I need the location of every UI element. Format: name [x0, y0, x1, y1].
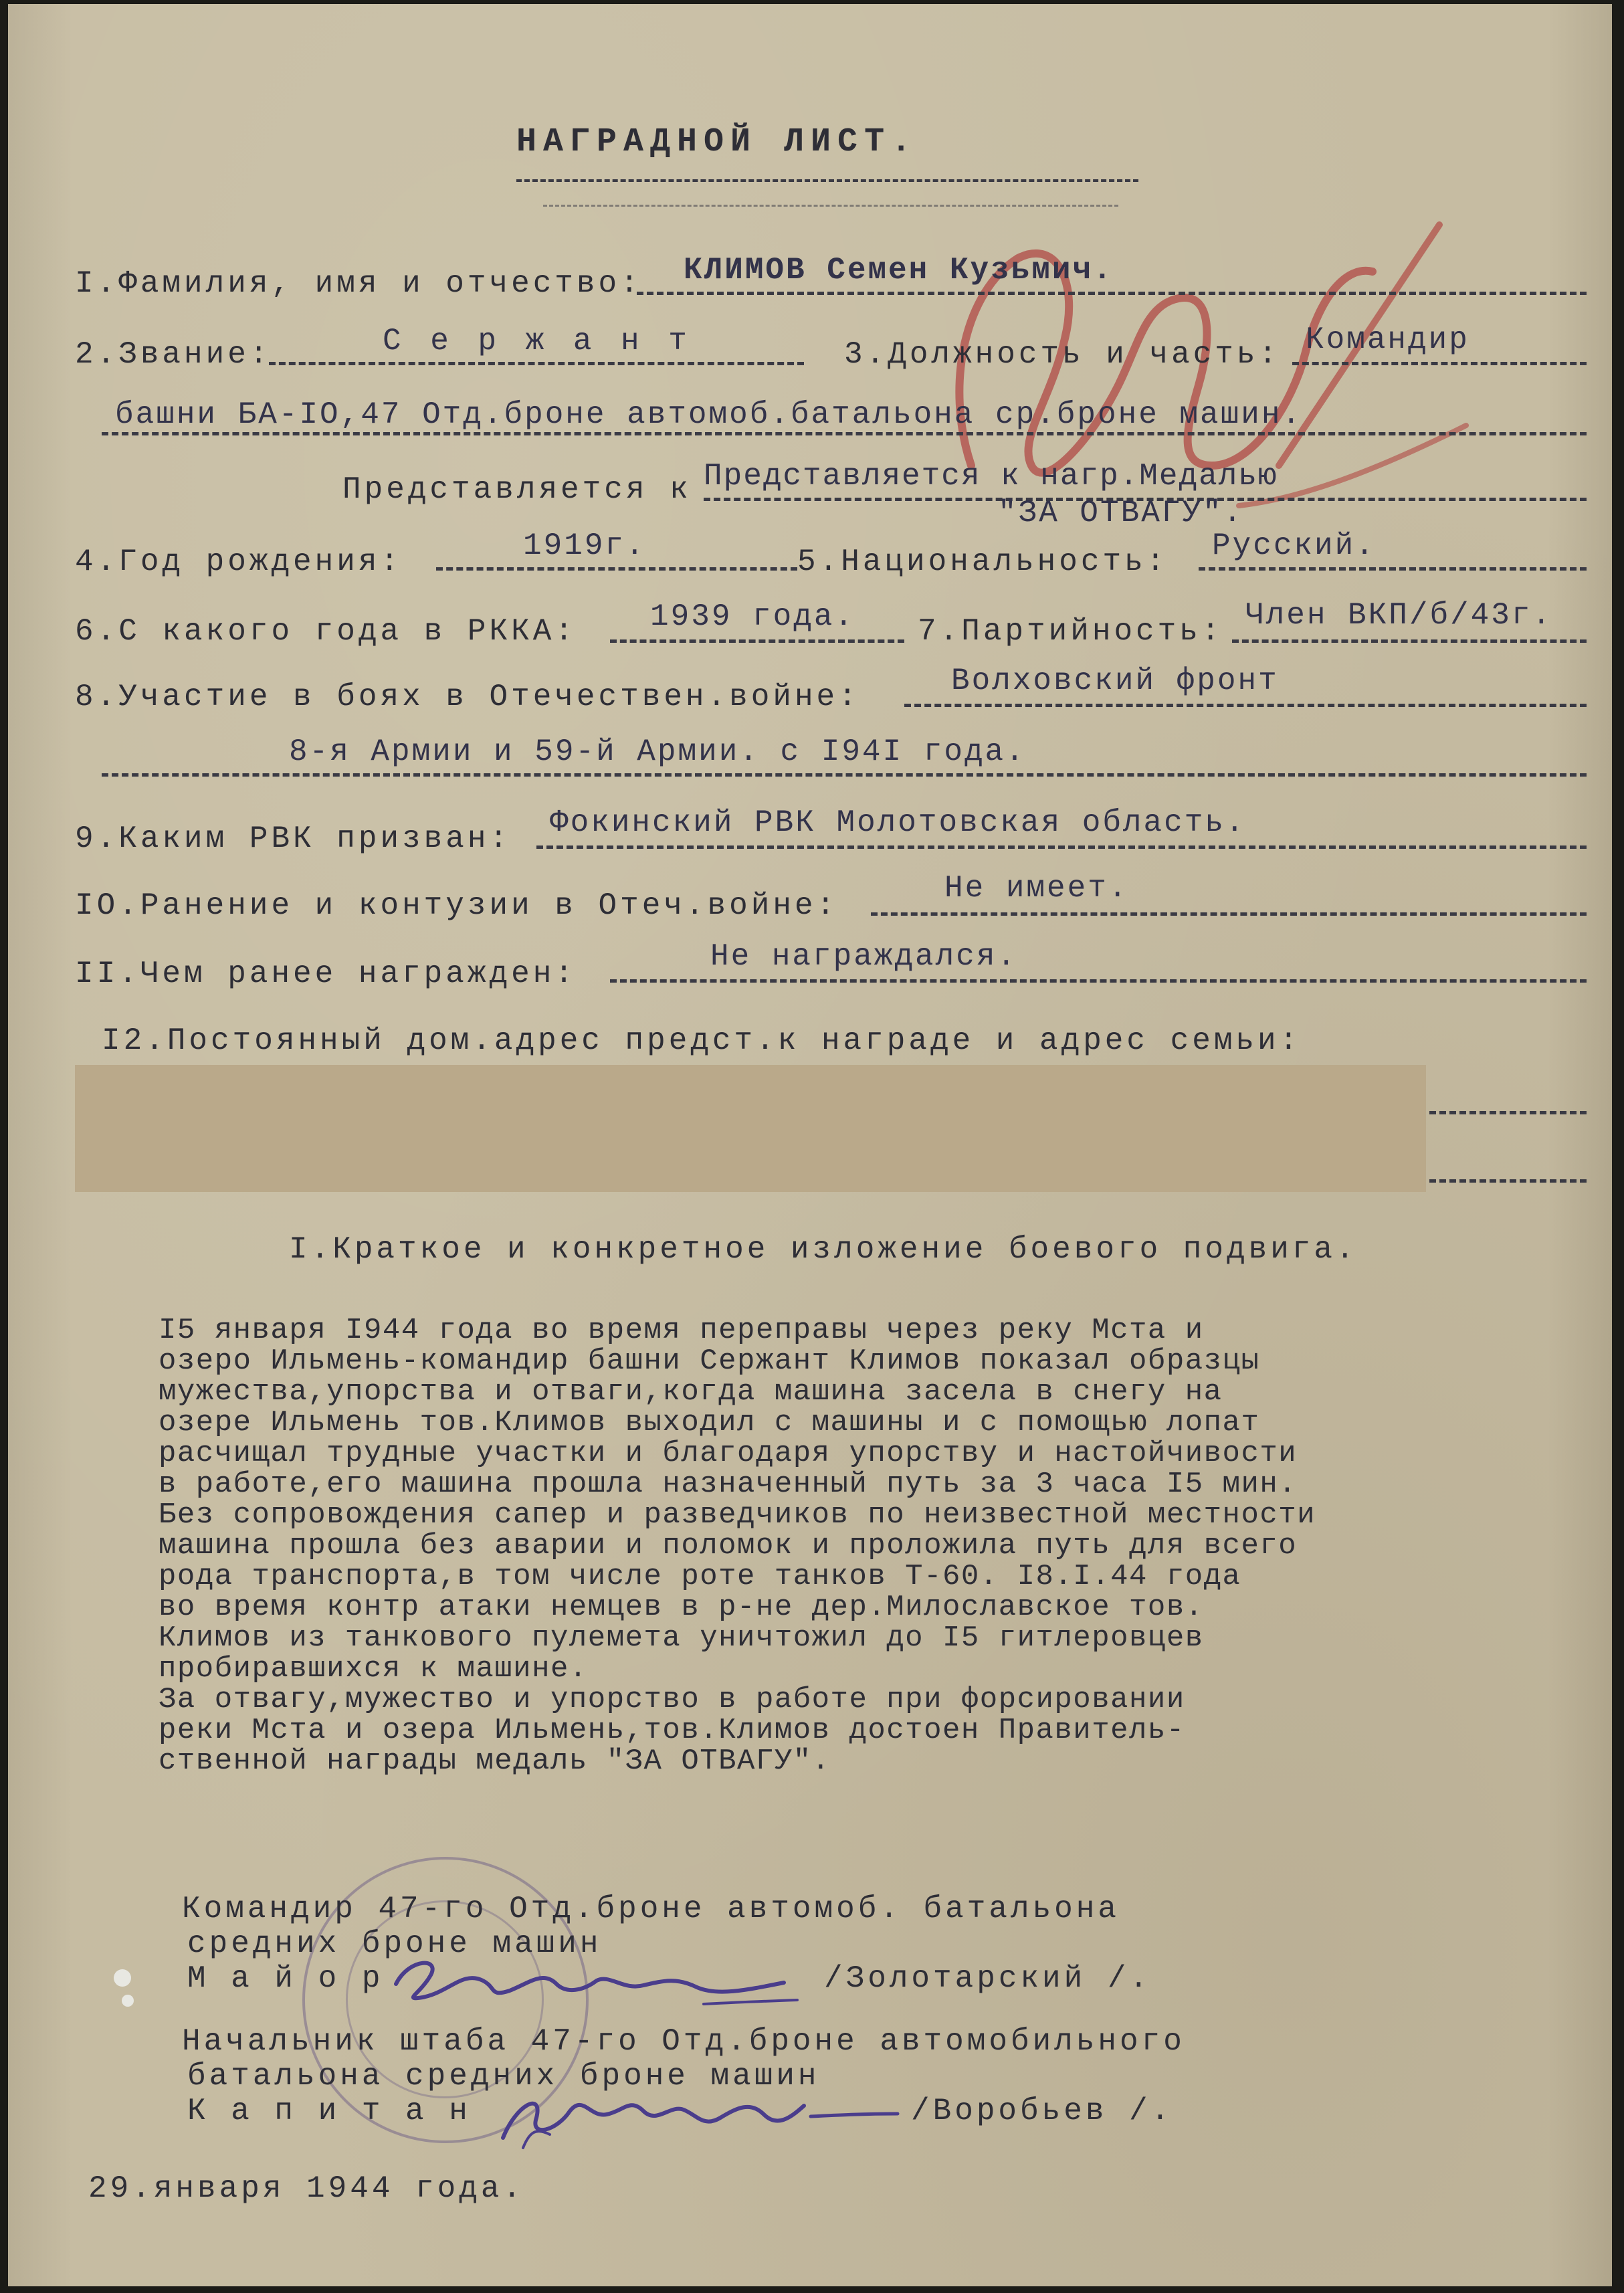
- field-9-label: 9.Каким РВК призван:: [75, 821, 512, 856]
- field-4-line: [436, 567, 797, 571]
- field-11-label: II.Чем ранее награжден:: [75, 957, 577, 991]
- field-7-label: 7.Партийность:: [918, 614, 1223, 649]
- chief-handwritten-signature: [490, 2064, 904, 2165]
- field-4-value: 1919г.: [523, 528, 646, 563]
- field-1-line: [637, 292, 1587, 295]
- feat-line: машина прошла без аварии и поломок и проложила путь для всего: [159, 1529, 1298, 1563]
- feat-line: пробиравшихся к машине.: [159, 1652, 588, 1686]
- field-2-label: 2.Звание:: [75, 337, 272, 372]
- chief-position-line-2: батальона средних броне машин: [187, 2059, 820, 2094]
- field-5-line: [1199, 567, 1587, 571]
- presented-value-2: "ЗА ОТВАГУ".: [998, 496, 1244, 530]
- field-2-line: [269, 362, 804, 365]
- section-heading: I.Краткое и конкретное изложение боевого подвига.: [289, 1232, 1358, 1267]
- field-3-value-cont: башни БА-IO,47 Отд.броне автомоб.батальона ср.броне машин.: [115, 397, 1303, 432]
- document-date: 29.января 1944 года.: [88, 2171, 525, 2206]
- chief-rank: К а п и т а н: [187, 2094, 471, 2128]
- field-11-value: Не награждался.: [710, 939, 1018, 974]
- field-3-label: 3.Должность и часть:: [844, 337, 1281, 372]
- document-title: НАГРАДНОЙ ЛИСТ.: [516, 123, 918, 161]
- punch-hole: [114, 1969, 131, 1987]
- field-8-line-2: [102, 773, 1587, 777]
- feat-line: рода транспорта,в том числе роте танков Т-60. I8.I.44 года: [159, 1560, 1241, 1593]
- field-8-value-cont: 8-я Армии и 59-й Армии. с I94I года.: [289, 734, 1026, 769]
- field-5-label: 5.Национальность:: [797, 544, 1169, 579]
- field-12-line-2: [1419, 1179, 1587, 1183]
- field-10-value: Не имеет.: [944, 871, 1129, 906]
- punch-hole: [122, 1995, 134, 2007]
- feat-line: в работе,его машина прошла назначенный путь за 3 часа I5 мин.: [159, 1468, 1298, 1501]
- field-4-label: 4.Год рождения:: [75, 544, 403, 579]
- feat-line: озере Ильмень тов.Климов выходил с машины и с помощью лопат: [159, 1406, 1260, 1439]
- commander-position-line-1: Командир 47-го Отд.броне автомоб. батальона: [182, 1892, 1120, 1926]
- field-10-line: [871, 912, 1587, 916]
- feat-line: озеро Ильмень-командир башни Сержант Климов показал образцы: [159, 1344, 1260, 1378]
- field-6-label: 6.С какого года в РККА:: [75, 614, 577, 649]
- feat-line: ственной награды медаль "ЗА ОТВАГУ".: [159, 1744, 831, 1778]
- chief-position-line-1: Начальник штаба 47-го Отд.броне автомобильного: [182, 2024, 1185, 2059]
- field-9-value: Фокинский РВК Молотовская область.: [550, 805, 1246, 840]
- feat-line: I5 января I944 года во время переправы через реку Мста и: [159, 1314, 1204, 1347]
- commander-rank: М а й о р: [187, 1961, 384, 1996]
- field-7-line: [1232, 639, 1587, 643]
- field-6-line: [610, 639, 904, 643]
- field-6-value: 1939 года.: [650, 599, 855, 634]
- field-3-value: Командир: [1306, 322, 1469, 357]
- feat-line: Климов из танкового пулемета уничтожил до I5 гитлеровцев: [159, 1621, 1204, 1655]
- field-10-label: IO.Ранение и контузии в Отеч.войне:: [75, 888, 839, 923]
- field-8-line: [904, 704, 1587, 707]
- field-3-line-2: [102, 432, 1587, 435]
- commander-position-line-2: средних броне машин: [187, 1926, 602, 1961]
- field-1-label: I.Фамилия, имя и отчество:: [75, 266, 642, 301]
- presented-label: Представляется к: [342, 472, 692, 507]
- feat-line: расчищал трудные участки и благодаря упорству и настойчивости: [159, 1437, 1298, 1470]
- commander-handwritten-signature: [383, 1944, 811, 2024]
- title-underline: [516, 179, 1138, 182]
- field-1-value: КЛИМОВ Семен Кузьмич.: [684, 253, 1114, 288]
- feat-line: За отвагу,мужество и упорство в работе при форсировании: [159, 1683, 1185, 1716]
- field-12-line-1: [1419, 1111, 1587, 1114]
- feat-line: мужества,упорства и отваги,когда машина засела в снегу на: [159, 1375, 1223, 1409]
- field-8-value: Волховский фронт: [951, 664, 1279, 698]
- field-9-line: [536, 845, 1587, 849]
- field-12-label: I2.Постоянный дом.адрес предст.к награде и адрес семьи:: [102, 1023, 1302, 1058]
- field-7-value: Член ВКП/б/43г.: [1245, 598, 1553, 633]
- field-8-label: 8.Участие в боях в Отечествен.войне:: [75, 680, 860, 714]
- field-11-line: [610, 979, 1587, 983]
- field-3-line: [1292, 362, 1587, 365]
- address-redaction: [75, 1065, 1426, 1192]
- feat-line: во время контр атаки немцев в р-не дер.Милославское тов.: [159, 1591, 1204, 1624]
- field-2-value: С е р ж а н т: [383, 324, 692, 359]
- award-sheet: [8, 4, 1612, 2286]
- commander-name: /Золотарский /.: [824, 1961, 1152, 1996]
- presented-value: Представляется к нагр.Медалью: [704, 459, 1278, 494]
- field-5-value: Русский.: [1212, 528, 1376, 563]
- feat-line: реки Мста и озера Ильмень,тов.Климов достоен Правитель-: [159, 1714, 1185, 1747]
- feat-line: Без сопровождения сапер и разведчиков по неизвестной местности: [159, 1498, 1316, 1532]
- chief-name: /Воробьев /.: [911, 2094, 1173, 2128]
